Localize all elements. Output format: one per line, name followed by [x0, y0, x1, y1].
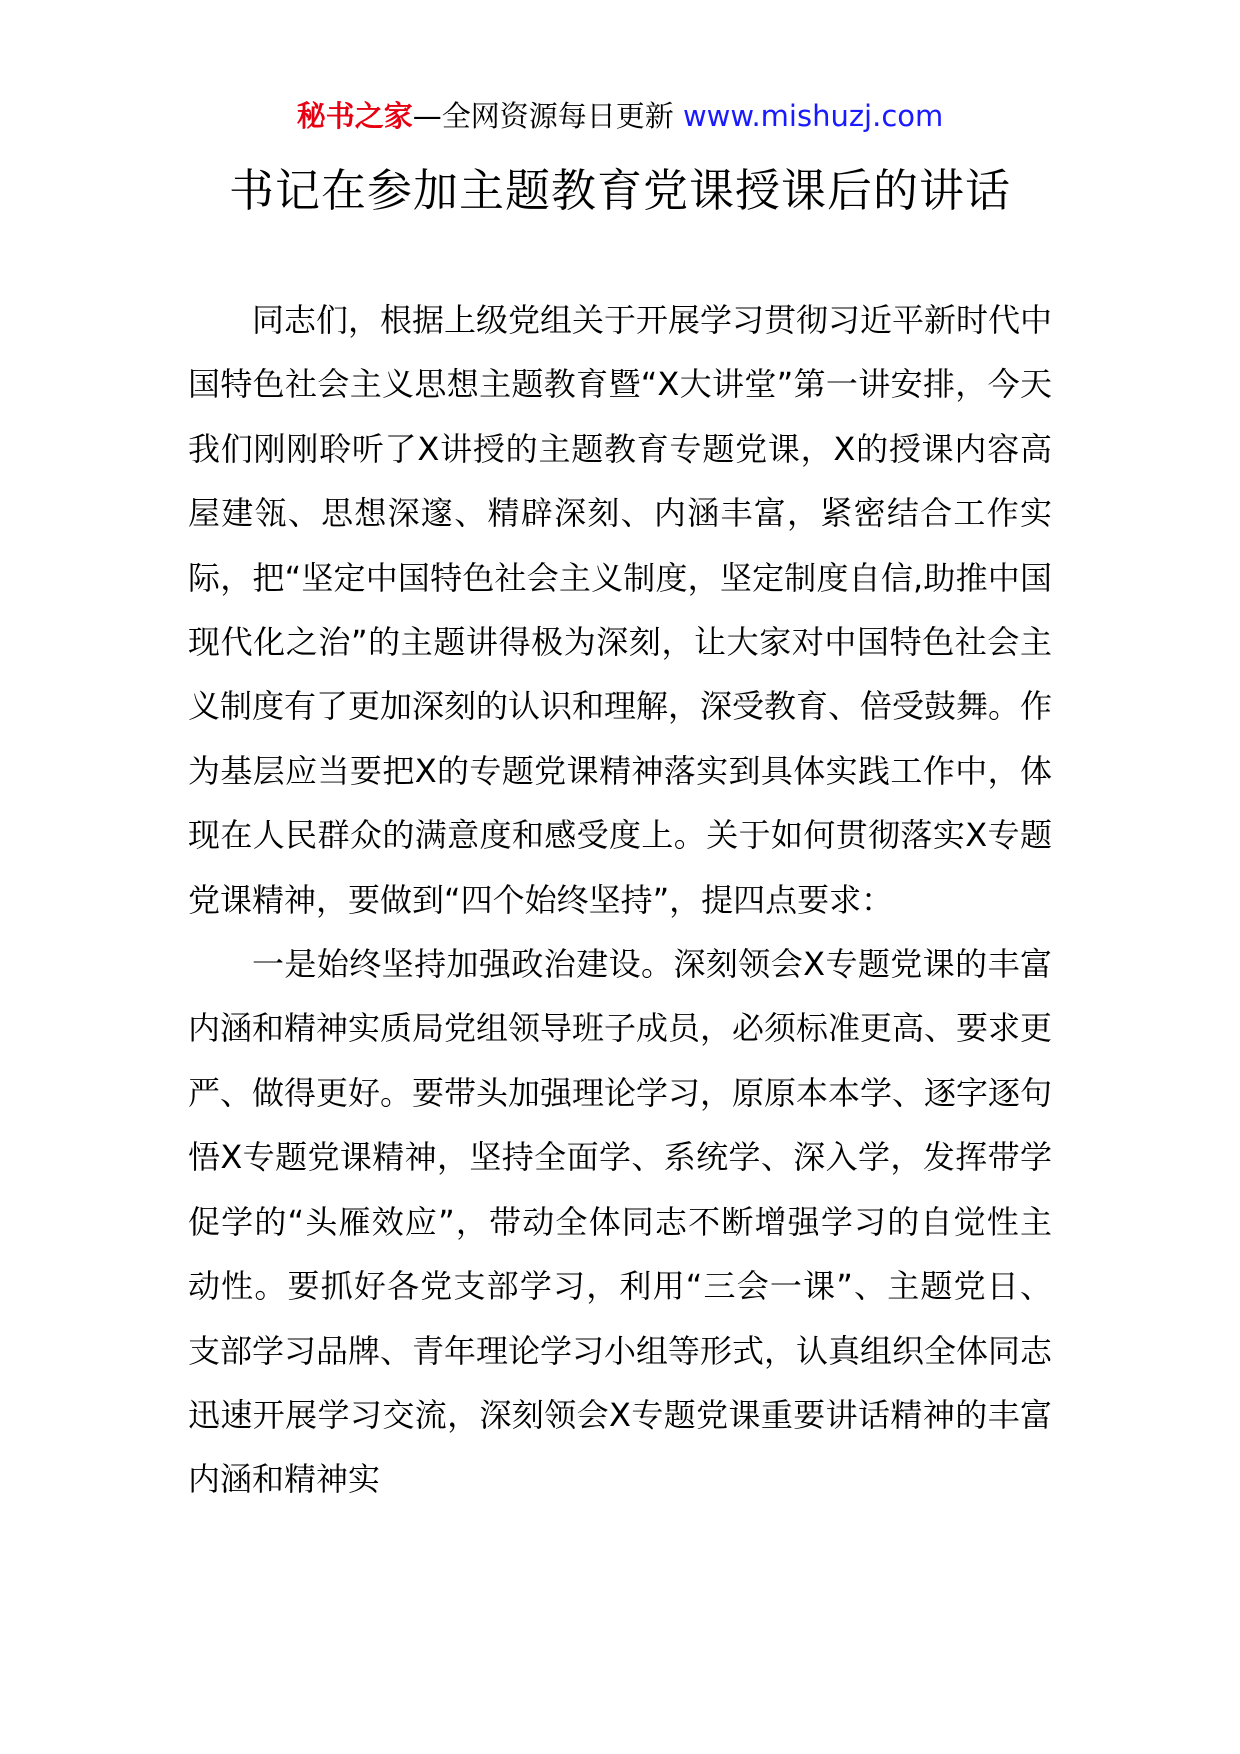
paragraph-point-one: 一是始终坚持加强政治建设。深刻领会X专题党课的丰富内涵和精神实质局党组领导班子成员，必须标准更高、要求更严、做得更好。要带头加强理论学习，原原本本学、逐字逐句悟X专题党课精神，坚持全面学、系统学、深入学，发挥带学促学的“头雁效应”，带动全体同志不断增强学习的自觉性主动性。要抓好各党支部学习，利用“三会一课”、主题党日、支部学习品牌、青年理论学习小组等形式，认真组织全体同志迅速开展学习交流，深刻领会X专题党课重要讲话精神的丰富内涵和精神实 — [188, 945, 1053, 1499]
site-tagline: —全网资源每日更新 — [412, 99, 674, 133]
paragraph-intro: 同志们，根据上级党组关于开展学习贯彻习近平新时代中国特色社会主义思想主题教育暨“X大讲堂”第一讲安排，今天我们刚刚聆听了X讲授的主题教育专题党课，X的授课内容高屋建瓴、思想深邃、精辟深刻、内涵丰富，紧密结合工作实际，把“坚定中国特色社会主义制度，坚定制度自信,助推中国现代化之治”的主题讲得极为深刻，让大家对中国特色社会主义制度有了更加深刻的认识和理解，深受教育、倍受鼓舞。作为基层应当要把X的专题党课精神落实到具体实践工作中，体现在人民群众的满意度和感受度上。关于如何贯彻落实X专题党课精神，要做到“四个始终坚持”，提四点要求： — [188, 301, 1053, 919]
document-body — [188, 288, 1052, 1512]
document-title: 书记在参加主题教育党课授课后的讲话 — [228, 164, 1011, 217]
site-url-link[interactable]: www.mishuzj.com — [682, 99, 944, 133]
site-header — [0, 98, 1240, 134]
site-brand: 秘书之家 — [296, 99, 413, 133]
